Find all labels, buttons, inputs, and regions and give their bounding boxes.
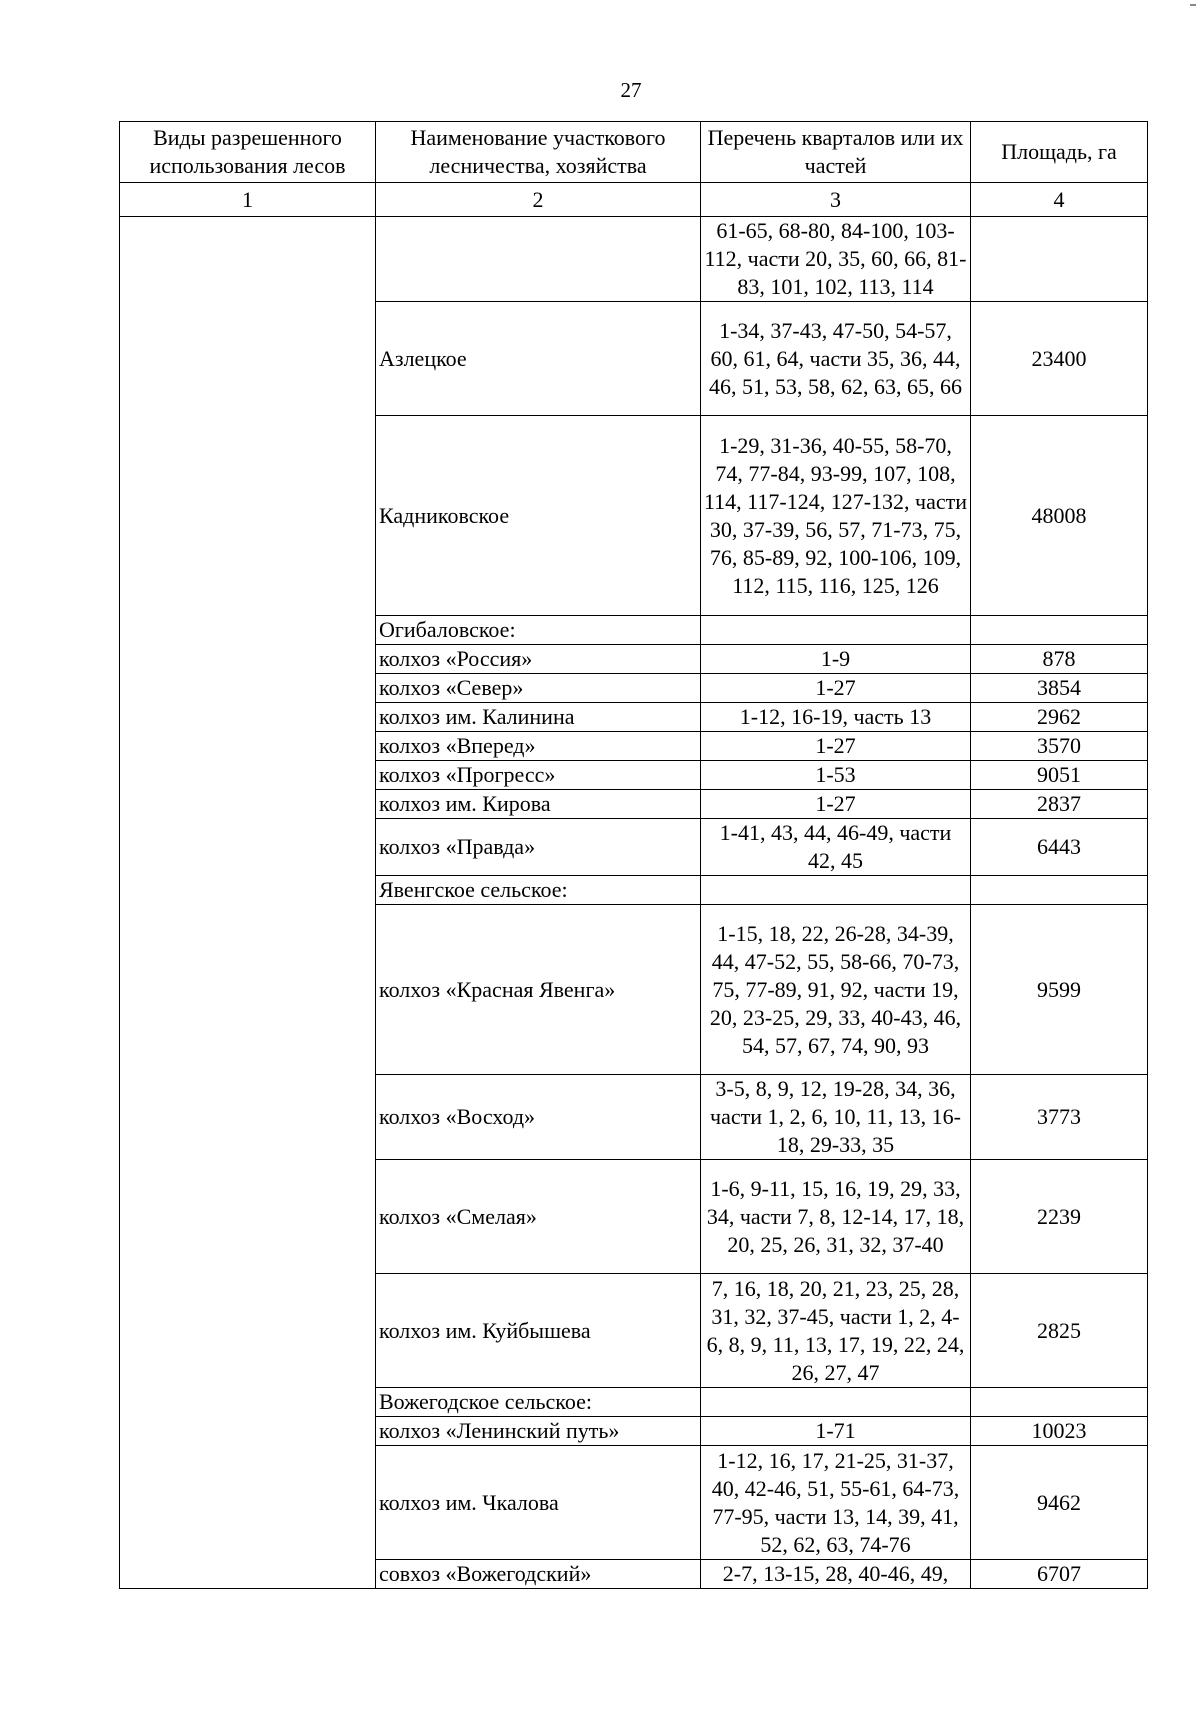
forestry-name-cell: [376, 217, 701, 302]
area-cell: 2239: [971, 1160, 1148, 1274]
forest-use-table: [119, 121, 1148, 1589]
column-number: 1: [120, 183, 376, 217]
forestry-name-cell: колхоз им. Куйбышева: [376, 1274, 701, 1388]
area-cell: 2962: [971, 703, 1148, 732]
column-number-row: [120, 183, 1148, 217]
table-row: [120, 217, 1148, 302]
area-cell: [971, 876, 1148, 905]
area-cell: 9599: [971, 905, 1148, 1075]
area-cell: 878: [971, 645, 1148, 674]
forestry-name-cell: Явенгское сельское:: [376, 876, 701, 905]
quarters-cell: 1-12, 16-19, часть 13: [701, 703, 971, 732]
quarters-cell: 1-9: [701, 645, 971, 674]
forestry-name-cell: колхоз «Россия»: [376, 645, 701, 674]
area-cell: 9051: [971, 761, 1148, 790]
forestry-name-cell: колхоз «Смелая»: [376, 1160, 701, 1274]
forestry-name-cell: Вожегодское сельское:: [376, 1388, 701, 1417]
quarters-cell: 61-65, 68-80, 84-100, 103-112, части 20, 35, 60, 66, 81-83, 101, 102, 113, 114: [701, 217, 971, 302]
column-number: 3: [701, 183, 971, 217]
area-cell: [971, 616, 1148, 645]
area-cell: 3773: [971, 1075, 1148, 1160]
forestry-name-cell: Азлецкое: [376, 302, 701, 416]
quarters-cell: 2-7, 13-15, 28, 40-46, 49,: [701, 1560, 971, 1589]
quarters-cell: 1-15, 18, 22, 26-28, 34-39, 44, 47-52, 55, 58-66, 70-73, 75, 77-89, 91, 92, части 19, 20, 23-25, 29, 33, 40-43, 46, 54, 57, 67, 74, 90, 93: [701, 905, 971, 1075]
header-row: [120, 122, 1148, 183]
quarters-cell: 1-12, 16, 17, 21-25, 31-37, 40, 42-46, 51, 55-61, 64-73, 77-95, части 13, 14, 39, 41, 52, 62, 63, 74-76: [701, 1446, 971, 1560]
quarters-cell: 1-53: [701, 761, 971, 790]
forestry-name-cell: колхоз «Красная Явенга»: [376, 905, 701, 1075]
forestry-name-cell: колхоз «Север»: [376, 674, 701, 703]
area-cell: [971, 217, 1148, 302]
forestry-name-cell: колхоз им. Кирова: [376, 790, 701, 819]
area-cell: 3854: [971, 674, 1148, 703]
area-cell: 10023: [971, 1417, 1148, 1446]
forestry-name-cell: колхоз «Восход»: [376, 1075, 701, 1160]
header-use-type: Виды разрешенного использования лесов: [120, 122, 376, 183]
quarters-cell: 1-27: [701, 674, 971, 703]
area-cell: 2837: [971, 790, 1148, 819]
quarters-cell: 3-5, 8, 9, 12, 19-28, 34, 36, части 1, 2, 6, 10, 11, 13, 16-18, 29-33, 35: [701, 1075, 971, 1160]
header-quarters: Перечень кварталов или их частей: [701, 122, 971, 183]
area-cell: 6707: [971, 1560, 1148, 1589]
area-cell: [971, 1388, 1148, 1417]
quarters-cell: [701, 876, 971, 905]
area-cell: 48008: [971, 416, 1148, 616]
area-cell: 2825: [971, 1274, 1148, 1388]
forestry-name-cell: колхоз «Вперед»: [376, 732, 701, 761]
table-body: [120, 217, 1148, 1589]
quarters-cell: 1-27: [701, 732, 971, 761]
quarters-cell: 1-41, 43, 44, 46-49, части 42, 45: [701, 819, 971, 876]
forestry-name-cell: Огибаловское:: [376, 616, 701, 645]
quarters-cell: 1-29, 31-36, 40-55, 58-70, 74, 77-84, 93-99, 107, 108, 114, 117-124, 127-132, части 30, 37-39, 56, 57, 71-73, 75, 76, 85-89, 92, 100-106, 109, 112, 115, 116, 125, 126: [701, 416, 971, 616]
forestry-name-cell: совхоз «Вожегодский»: [376, 1560, 701, 1589]
quarters-cell: [701, 616, 971, 645]
quarters-cell: 1-34, 37-43, 47-50, 54-57, 60, 61, 64, части 35, 36, 44, 46, 51, 53, 58, 62, 63, 65, 66: [701, 302, 971, 416]
forestry-name-cell: колхоз «Прогресс»: [376, 761, 701, 790]
column-number: 2: [376, 183, 701, 217]
header-area: Площадь, га: [971, 122, 1148, 183]
area-cell: 23400: [971, 302, 1148, 416]
forestry-name-cell: колхоз им. Калинина: [376, 703, 701, 732]
quarters-cell: 1-27: [701, 790, 971, 819]
forestry-name-cell: колхоз им. Чкалова: [376, 1446, 701, 1560]
quarters-cell: 1-71: [701, 1417, 971, 1446]
scan-edge-mark: [1190, 4, 1196, 6]
column-number: 4: [971, 183, 1148, 217]
header-forestry-name: Наименование участкового лесничества, хозяйства: [376, 122, 701, 183]
area-cell: 6443: [971, 819, 1148, 876]
use-type-cell: [120, 217, 376, 1589]
forestry-name-cell: Кадниковское: [376, 416, 701, 616]
page-number: 27: [620, 78, 642, 102]
quarters-cell: 1-6, 9-11, 15, 16, 19, 29, 33, 34, части 7, 8, 12-14, 17, 18, 20, 25, 26, 31, 32, 37-40: [701, 1160, 971, 1274]
area-cell: 9462: [971, 1446, 1148, 1560]
forestry-name-cell: колхоз «Ленинский путь»: [376, 1417, 701, 1446]
quarters-cell: 7, 16, 18, 20, 21, 23, 25, 28, 31, 32, 37-45, части 1, 2, 4-6, 8, 9, 11, 13, 17, 19, 22, 24, 26, 27, 47: [701, 1274, 971, 1388]
quarters-cell: [701, 1388, 971, 1417]
area-cell: 3570: [971, 732, 1148, 761]
forestry-name-cell: колхоз «Правда»: [376, 819, 701, 876]
